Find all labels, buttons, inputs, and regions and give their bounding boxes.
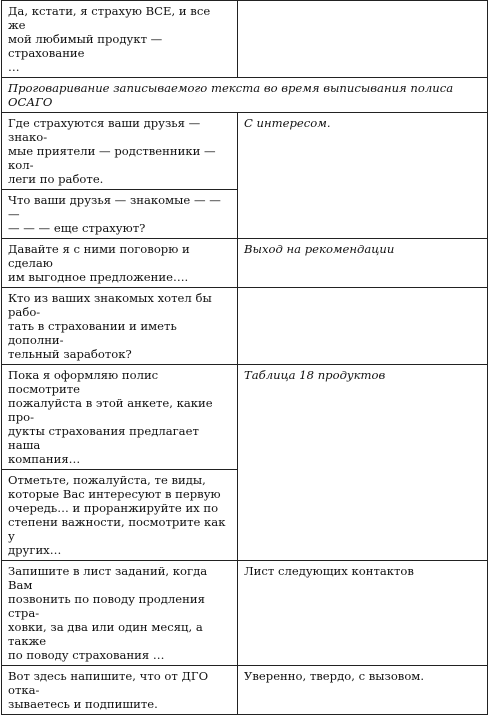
note-cell: Лист следующих контактов bbox=[238, 561, 488, 666]
sales-script-table bbox=[1, 0, 488, 715]
phrase-cell: Давайте я с ними поговорю и сделаю им выгодное предложение…. bbox=[2, 239, 238, 288]
table-row bbox=[2, 288, 488, 365]
note-cell bbox=[238, 288, 488, 365]
note-cell bbox=[238, 1, 488, 78]
section-header-cell: Проговаривание записываемого текста во время выписывания полиса ОСАГО bbox=[2, 78, 488, 113]
table-row bbox=[2, 561, 488, 666]
table-row bbox=[2, 365, 488, 470]
phrase-cell: Да, кстати, я страхую ВСЕ, и все же мой любимый продукт — страхование … bbox=[2, 1, 238, 78]
table-row bbox=[2, 239, 488, 288]
phrase-cell: Запишите в лист заданий, когда Вам позвонить по поводу продления стра- ховки, за два или один месяц, а также по поводу страхования … bbox=[2, 561, 238, 666]
note-cell: Таблица 18 продуктов bbox=[238, 365, 488, 561]
table-row bbox=[2, 666, 488, 715]
phrase-cell: Кто из ваших знакомых хотел бы рабо- тать в страховании и иметь дополни- тельный заработок? bbox=[2, 288, 238, 365]
phrase-cell: Где страхуются ваши друзья — знако- мые приятели — родственники — кол- леги по работе. bbox=[2, 113, 238, 190]
table-row bbox=[2, 113, 488, 190]
note-cell: С интересом. bbox=[238, 113, 488, 239]
phrase-cell: Пока я оформляю полис посмотрите пожалуйста в этой анкете, какие про- дукты страхования предлагает наша компания… bbox=[2, 365, 238, 470]
table-row bbox=[2, 1, 488, 78]
phrase-cell: Вот здесь напишите, что от ДГО отка- зываетесь и подпишите. bbox=[2, 666, 238, 715]
phrase-cell: Что ваши друзья — знакомые — — — — — — еще страхуют? bbox=[2, 190, 238, 239]
note-cell: Уверенно, твердо, с вызовом. bbox=[238, 666, 488, 715]
phrase-cell: Отметьте, пожалуйста, те виды, которые Вас интересуют в первую очередь… и проранжируйте их по степени важности, посмотрите как у других… bbox=[2, 470, 238, 561]
table-row bbox=[2, 78, 488, 113]
note-cell: Выход на рекомендации bbox=[238, 239, 488, 288]
